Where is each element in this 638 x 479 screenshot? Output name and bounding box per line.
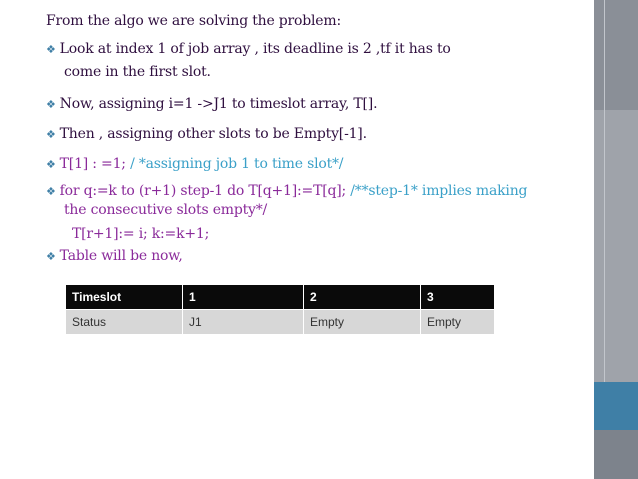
table-row	[66, 310, 494, 335]
table-header-row	[66, 285, 494, 310]
diamond-bullet-icon: ❖	[46, 158, 56, 171]
header-cell: Timeslot	[66, 285, 183, 310]
code-text: T[r+1]:= i; k:=k+1;	[72, 226, 210, 242]
intro-text: From the algo we are solving the problem:	[46, 13, 341, 29]
sidebar-accent-block	[594, 382, 638, 430]
bullet-then-assigning	[46, 125, 367, 144]
table-cell: Empty	[421, 310, 495, 335]
table-cell: Empty	[304, 310, 421, 335]
bullet-text: Table will be now,	[59, 248, 183, 264]
table-cell: Status	[66, 310, 183, 335]
bullet-code-for-loop	[46, 182, 527, 201]
sidebar-decoration	[594, 0, 638, 479]
code-comment: /**step-1* implies making	[350, 183, 528, 199]
header-cell: 2	[304, 285, 421, 310]
sidebar-accent-top	[594, 0, 638, 110]
bullet-code-t1	[46, 155, 343, 174]
bullet-text: come in the first slot.	[64, 64, 211, 80]
bullet-look-index	[46, 40, 451, 59]
table-cell: J1	[183, 310, 304, 335]
bullet-assigning	[46, 95, 377, 114]
bullet-table-intro	[46, 247, 183, 266]
diamond-bullet-icon: ❖	[46, 185, 56, 198]
bullet-text: Look at index 1 of job array , its deadline is 2 ,tf it has to	[59, 41, 451, 57]
code-comment: the consecutive slots empty*/	[64, 202, 268, 218]
bullet-code-for-loop-continued	[64, 201, 267, 219]
diamond-bullet-icon: ❖	[46, 250, 56, 263]
header-cell: 3	[421, 285, 495, 310]
bullet-look-index-continued	[64, 63, 211, 81]
code-comment: / *assigning job 1 to time slot*/	[130, 156, 344, 172]
code-text: T[1] : =1;	[59, 156, 131, 172]
bullet-text: Then , assigning other slots to be Empty[-1].	[59, 126, 367, 142]
code-line-assign	[72, 225, 209, 243]
sidebar-accent-bottom	[594, 430, 638, 479]
timeslot-table	[66, 285, 494, 334]
diamond-bullet-icon: ❖	[46, 98, 56, 111]
diamond-bullet-icon: ❖	[46, 128, 56, 141]
code-text: for q:=k to (r+1) step-1 do T[q+1]:=T[q];	[59, 183, 351, 199]
diamond-bullet-icon: ❖	[46, 43, 56, 56]
bullet-text: Now, assigning i=1 ->J1 to timeslot array, T[].	[59, 96, 378, 112]
header-cell: 1	[183, 285, 304, 310]
intro-line	[46, 12, 341, 30]
